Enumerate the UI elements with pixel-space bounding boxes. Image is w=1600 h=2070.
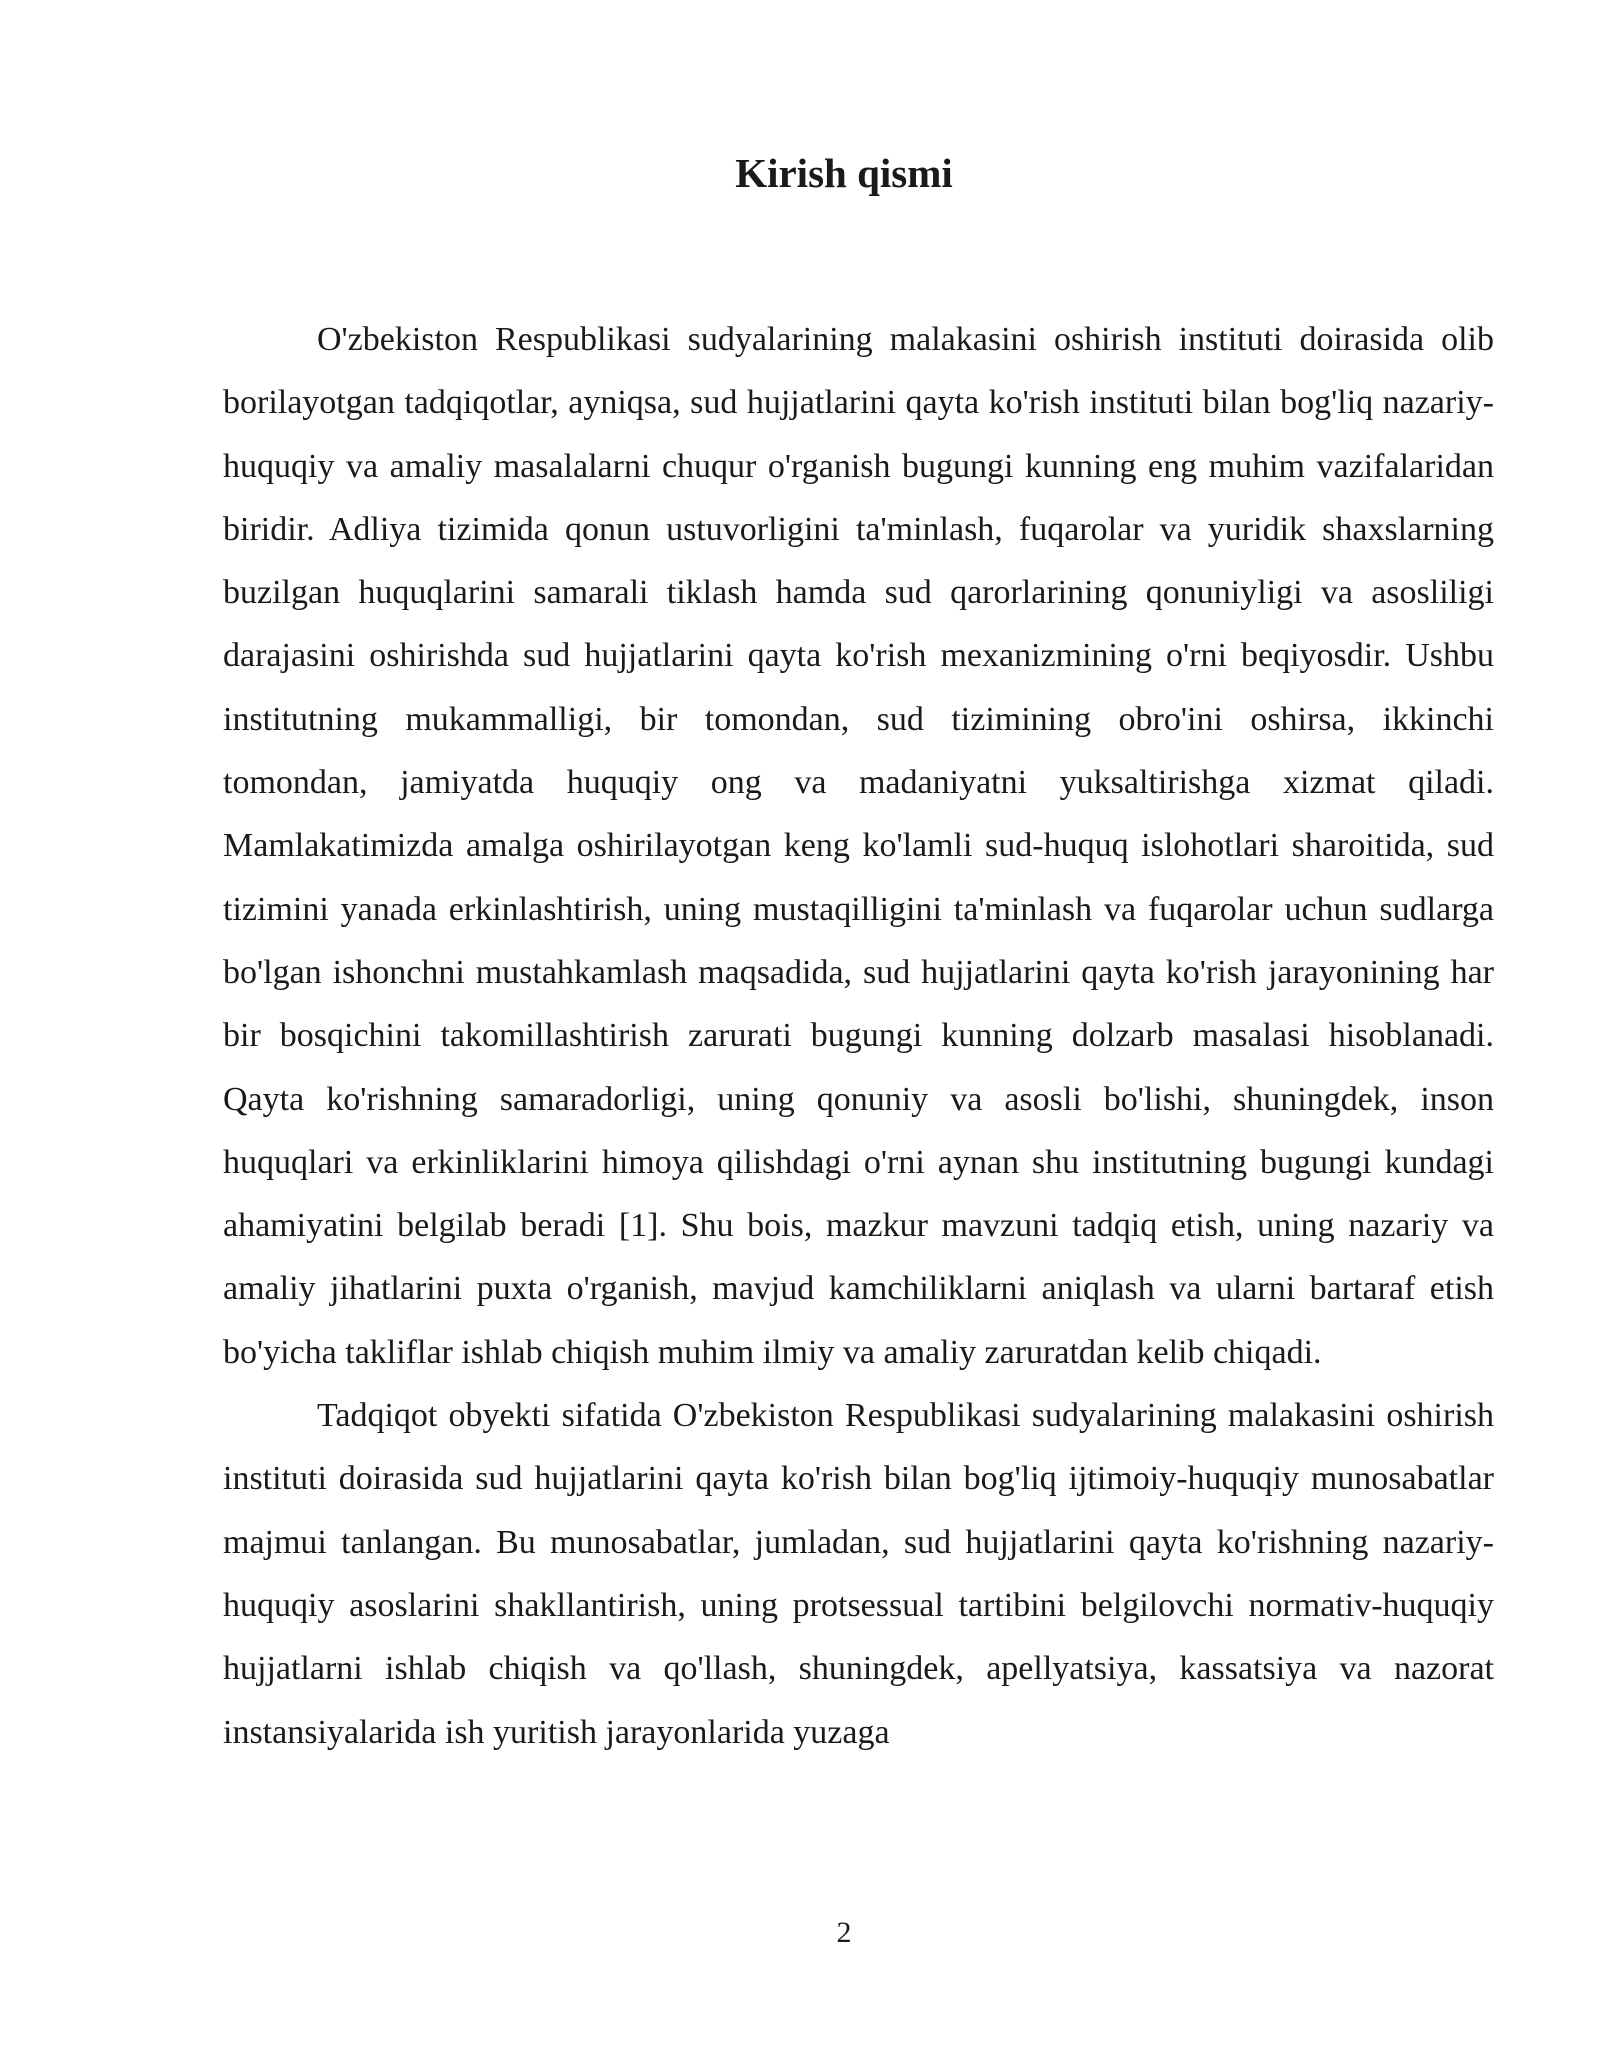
page-number: 2 — [836, 1916, 852, 1949]
page-title: Kirish qismi — [735, 150, 953, 196]
paragraph-2: Tadqiqot obyekti sifatida O'zbekiston Respublikasi sudyalarining malakasini oshirish instituti doirasida sud hujjatlarini qayta ko'rish bilan bog'liq ijtimoiy-huquqiy munosabatlar majmui tanlangan. Bu munosabatlar, jumladan, sud hujjatlarini qayta ko'rishning nazariy-huquqiy asoslarini shakllantirish, uning protsessual tartibini belgilovchi normativ-huquqiy hujjatlarni ishlab chiqish va qo'llash, shuningdek, apellyatsiya, kassatsiya va nazorat instansiyalarida ish yuritish jarayonlarida yuzaga — [223, 1397, 1494, 1751]
body-text — [223, 308, 1494, 1764]
paragraph-1: O'zbekiston Respublikasi sudyalarining malakasini oshirish instituti doirasida olib borilayotgan tadqiqotlar, ayniqsa, sud hujjatlarini qayta ko'rish instituti bilan bog'liq nazariy-huquqiy va amaliy masalalarni chuqur o'rganish bugungi kunning eng muhim vazifalaridan biridir. Adliya tizimida qonun ustuvorligini ta'minlash, fuqarolar va yuridik shaxslarning buzilgan huquqlarini samarali tiklash hamda sud qarorlarining qonuniyligi va asosliligi darajasini oshirishda sud hujjatlarini qayta ko'rish mexanizmining o'rni beqiyosdir. Ushbu institutning mukammalligi, bir tomondan, sud tizimining obro'ini oshirsa, ikkinchi tomondan, jamiyatda huquqiy ong va madaniyatni yuksaltirishga xizmat qiladi. Mamlakatimizda amalga oshirilayotgan keng ko'lamli sud-huquq islohotlari sharoitida, sud tizimini yanada erkinlashtirish, uning mustaqilligini ta'minlash va fuqarolar uchun sudlarga bo'lgan ishonchni mustahkamlash maqsadida, sud hujjatlarini qayta ko'rish jarayonining har bir bosqichini takomillashtirish zarurati bugungi kunning dolzarb masalasi hisoblanadi. Qayta ko'rishning samaradorligi, uning qonuniy va asosli bo'lishi, shuningdek, inson huquqlari va erkinliklarini himoya qilishdagi o'rni aynan shu institutning bugungi kundagi ahamiyatini belgilab beradi [1]. Shu bois, mazkur mavzuni tadqiq etish, uning nazariy va amaliy jihatlarini puxta o'rganish, mavjud kamchiliklarni aniqlash va ularni bartaraf etish bo'yicha takliflar ishlab chiqish muhim ilmiy va amaliy zaruratdan kelib chiqadi. — [223, 321, 1494, 1371]
